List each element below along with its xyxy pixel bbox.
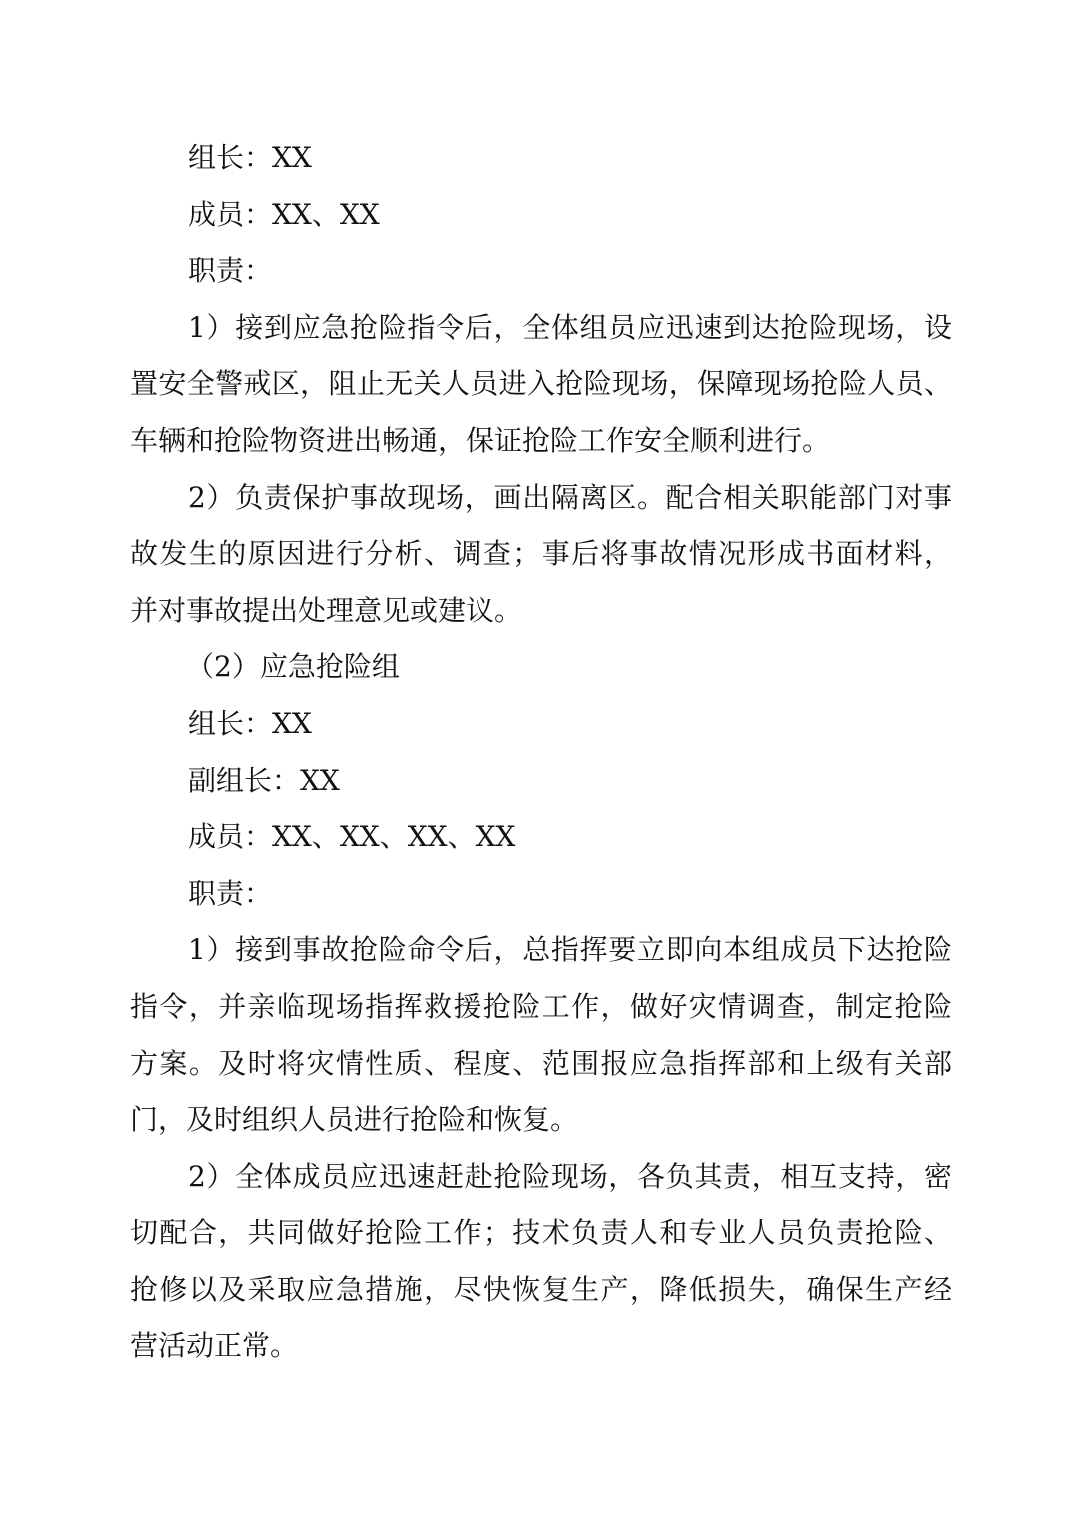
- rescue-group-duties-label: 职责：: [188, 876, 273, 910]
- paragraph-line: 指令，并亲临现场指挥救援抢险工作，做好灾情调查，制定抢险: [130, 989, 952, 1023]
- document-body: [130, 130, 952, 1375]
- rescue-group-members: 成员：XX、XX、XX、XX: [188, 820, 516, 854]
- paragraph-line: 2）负责保护事故现场，画出隔离区。配合相关职能部门对事: [188, 480, 952, 514]
- paragraph-line: 方案。及时将灾情性质、程度、范围报应急指挥部和上级有关部: [130, 1046, 952, 1080]
- rescue-group-duty-1: [130, 922, 952, 1148]
- security-group-duty-1: [130, 300, 952, 470]
- rescue-group-duty-2: [130, 1149, 952, 1375]
- paragraph-line: 1）接到应急抢险指令后，全体组员应迅速到达抢险现场，设: [188, 310, 952, 344]
- security-group-duties-label: 职责：: [188, 254, 273, 288]
- paragraph-line: 车辆和抢险物资进出畅通，保证抢险工作安全顺利进行。: [130, 423, 831, 457]
- rescue-group-deputy-leader: 副组长：XX: [188, 763, 340, 797]
- paragraph-line: 门，及时组织人员进行抢险和恢复。: [130, 1103, 579, 1137]
- paragraph-line: 2）全体成员应迅速赶赴抢险现场，各负其责，相互支持，密: [188, 1159, 952, 1193]
- paragraph-line: 营活动正常。: [130, 1329, 299, 1363]
- security-group-leader: 组长：XX: [188, 141, 312, 174]
- paragraph-line: 抢修以及采取应急措施，尽快恢复生产，降低损失，确保生产经: [130, 1272, 952, 1306]
- paragraph-line: 置安全警戒区，阻止无关人员进入抢险现场，保障现场抢险人员、: [130, 367, 952, 401]
- security-group-members: 成员：XX、XX: [188, 197, 380, 231]
- paragraph-line: 故发生的原因进行分析、调查；事后将事故情况形成书面材料，: [130, 537, 952, 571]
- rescue-group-heading: （2）应急抢险组: [186, 650, 400, 684]
- paragraph-line: 1）接到事故抢险命令后，总指挥要立即向本组成员下达抢险: [188, 933, 952, 967]
- security-group-duty-2: [130, 470, 952, 640]
- paragraph-line: 并对事故提出处理意见或建议。: [130, 593, 523, 627]
- paragraph-line: 切配合，共同做好抢险工作；技术负责人和专业人员负责抢险、: [130, 1216, 952, 1250]
- rescue-group-leader: 组长：XX: [188, 706, 312, 740]
